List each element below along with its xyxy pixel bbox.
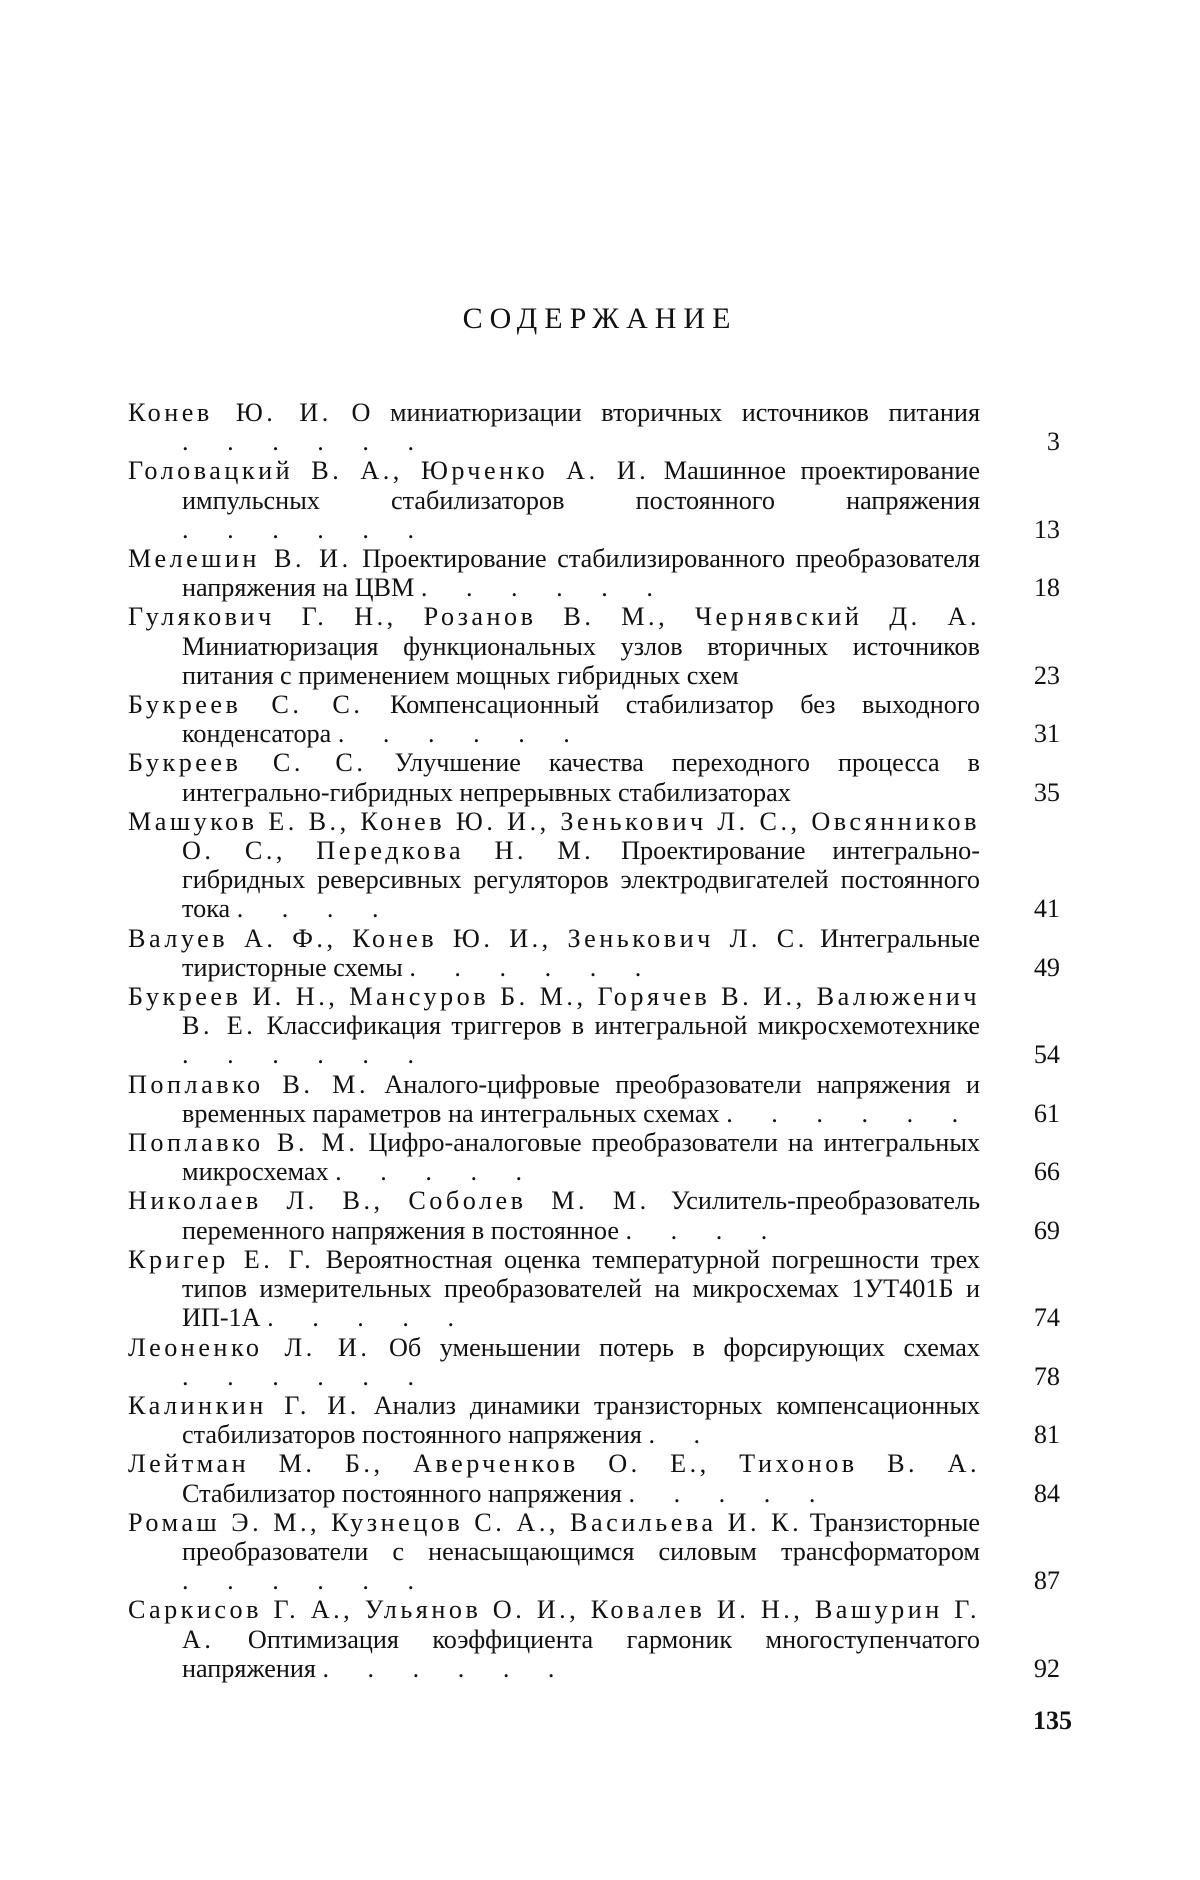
entry-authors: Ромаш Э. М., Кузнецов С. А., Васильева И. К.: [128, 1507, 803, 1537]
leader-dots: . . . . . .: [182, 1040, 431, 1070]
entry-page: 35: [1033, 777, 1060, 807]
entry-page: 69: [1033, 1215, 1060, 1245]
entry-page: 54: [1033, 1040, 1060, 1070]
entry-authors: Машуков Е. В., Конев Ю. И., Зенькович Л. С., Овсянников О. С., Передкова Н. М.: [128, 806, 980, 866]
entry-title: Цифро-аналоговые преобразователи на интегральных микросхемах: [182, 1128, 981, 1187]
entry-authors: Саркисов Г. А., Ульянов О. И., Ковалев И. Н., Вашурин Г. А.: [128, 1595, 980, 1654]
entry-title: Улучшение качества переходного процесса в интегрально-гибридных непрерывных стабилизаторах: [182, 748, 981, 807]
entry-title: Машинное проектирование импульсных стабилизаторов постоянного напряжения: [182, 456, 981, 515]
entry-page: 49: [1033, 952, 1060, 982]
entry-text: [128, 1245, 980, 1333]
entry-page: 74: [1033, 1303, 1060, 1333]
entry-text: [128, 807, 980, 924]
page-title: СОДЕРЖАНИЕ: [462, 302, 738, 335]
toc-entry: [128, 690, 1068, 748]
entry-authors: Головацкий В. А., Юрченко А. И.: [128, 456, 650, 486]
entry-authors: Букреев И. Н., Мансуров Б. М., Горячев В. И., Валюженич В. Е.: [128, 982, 980, 1041]
entry-text: [128, 690, 980, 748]
leader-dots: . . . . . .: [182, 427, 431, 457]
page-number: 135: [1033, 1706, 1072, 1735]
entry-text: [128, 456, 980, 544]
toc-entry: [128, 398, 1068, 456]
entry-authors: Кригер Е. Г.: [128, 1244, 315, 1274]
entry-page: 31: [1033, 719, 1060, 749]
toc-entry: [128, 456, 1068, 544]
entry-title: Анализ динамики транзисторных компенсационных стабилизаторов постоянного напряжения: [182, 1390, 981, 1450]
toc-entry: [128, 544, 1068, 602]
entry-authors: Букреев С. С.: [128, 748, 367, 778]
entry-title: О миниатюризации вторичных источников питания: [351, 398, 980, 427]
entry-title: Интегральные тиристорные схемы: [182, 923, 980, 982]
leader-dots: . .: [648, 1420, 717, 1450]
entry-page: 61: [1033, 1098, 1060, 1128]
toc-entry: [128, 1070, 1068, 1128]
entry-text: [128, 544, 980, 602]
leader-dots: . . . . . .: [409, 952, 658, 982]
leader-dots: . . . . .: [628, 1478, 832, 1508]
leader-dots: . . . . . .: [182, 514, 431, 544]
entry-authors: Поплавко В. М.: [128, 1069, 370, 1099]
entry-page: 84: [1033, 1478, 1060, 1508]
entry-title: Миниатюризация функциональных узлов вторичных источников питания с применением мощных гибридных схем: [182, 631, 980, 690]
entry-text: [128, 1449, 980, 1507]
entry-authors: Валуев А. Ф., Конев Ю. И., Зенькович Л. С.: [128, 923, 808, 953]
entry-page: 78: [1033, 1361, 1060, 1391]
entry-title: Проектирование стабилизированного преобразователя напряжения на ЦВМ: [182, 544, 981, 603]
toc-entry: [128, 1186, 1068, 1244]
entry-text: [128, 602, 980, 690]
leader-dots: . . . .: [625, 1215, 784, 1245]
entry-title: Классификация триггеров в интегральной микросхемотехнике: [266, 1011, 980, 1041]
leader-dots: . . . . . .: [182, 1566, 431, 1596]
leader-dots: . . . . . .: [322, 1653, 571, 1683]
leader-dots: . . . . .: [267, 1303, 471, 1333]
entry-page: 41: [1033, 894, 1060, 924]
entry-title: Компенсационный стабилизатор без выходного конденсатора: [182, 690, 981, 749]
toc-entry: [128, 1333, 1068, 1391]
leader-dots: . . . . . .: [337, 719, 586, 749]
entry-authors: Поплавко В. М.: [128, 1128, 359, 1158]
entry-text: [128, 1186, 980, 1244]
toc-entry: [128, 807, 1068, 924]
entry-title: Вероятностная оценка температурной погрешности трех типов измерительных преобразователей на микросхемах 1УТ401Б и ИП-1А: [182, 1244, 981, 1333]
entry-title: Усилитель-преобразователь переменного напряжения в постоянное: [182, 1186, 981, 1245]
toc-entry: [128, 1128, 1068, 1186]
leader-dots: . . . . .: [335, 1157, 539, 1187]
toc-entry: [128, 982, 1068, 1070]
entry-page: 3: [1046, 427, 1060, 457]
entry-title: Оптимизация коэффициента гармоник многоступенчатого напряжения: [182, 1624, 980, 1683]
leader-dots: . . . .: [236, 894, 395, 924]
entry-authors: Мелешин В. И.: [128, 544, 352, 574]
entry-page: 23: [1033, 660, 1060, 690]
entry-authors: Леоненко Л. И.: [128, 1332, 371, 1362]
entry-text: [128, 982, 980, 1070]
entry-text: [128, 398, 980, 456]
leader-dots: . . . . . .: [182, 1361, 431, 1391]
entry-text: [128, 1333, 980, 1391]
entry-page: 66: [1033, 1157, 1060, 1187]
entry-page: 18: [1033, 573, 1060, 603]
entry-page: 81: [1033, 1420, 1060, 1450]
entry-page: 13: [1033, 514, 1060, 544]
entry-title: Проектирование интегрально-гибридных реверсивных регуляторов электродвигателей постоянного тока: [182, 836, 980, 924]
entry-title: Стабилизатор постоянного напряжения: [182, 1478, 622, 1508]
entry-title: Об уменьшении потерь в форсирующих схемах: [388, 1332, 981, 1362]
toc-entry: [128, 602, 1068, 690]
entry-text: [128, 1128, 980, 1186]
entry-text: [128, 924, 980, 982]
entry-authors: Лейтман М. Б., Аверченков О. Е., Тихонов В. А.: [128, 1449, 980, 1479]
toc-entry: [128, 924, 1068, 982]
entry-authors: Конев Ю. И.: [128, 398, 332, 427]
toc-entry: [128, 748, 1068, 806]
entry-title: Аналого-цифровые преобразователи напряжения и временных параметров на интегральных схемах: [182, 1069, 980, 1128]
entry-page: 87: [1033, 1566, 1060, 1596]
entry-page: 92: [1033, 1653, 1060, 1683]
entry-text: [128, 1508, 980, 1596]
toc-list: [128, 398, 1068, 1683]
entry-text: [128, 1595, 980, 1683]
entry-authors: Букреев С. С.: [128, 690, 364, 720]
toc-entry: [128, 1391, 1068, 1449]
entry-authors: Николаев Л. В., Соболев М. М.: [128, 1186, 650, 1216]
toc-entry: [128, 1449, 1068, 1507]
entry-text: [128, 748, 980, 806]
entry-title: Транзисторные преобразователи с ненасыщающимся силовым трансформатором: [182, 1507, 980, 1566]
leader-dots: . . . . . .: [420, 573, 669, 603]
entry-text: [128, 1070, 980, 1128]
leader-dots: . . . . . .: [726, 1098, 975, 1128]
toc-entry: [128, 1508, 1068, 1596]
toc-entry: [128, 1595, 1068, 1683]
entry-authors: Калинкин Г. И.: [128, 1390, 360, 1420]
entry-text: [128, 1391, 980, 1449]
toc-entry: [128, 1245, 1068, 1333]
entry-authors: Гулякович Г. Н., Розанов В. М., Чернявский Д. А.: [128, 602, 980, 632]
